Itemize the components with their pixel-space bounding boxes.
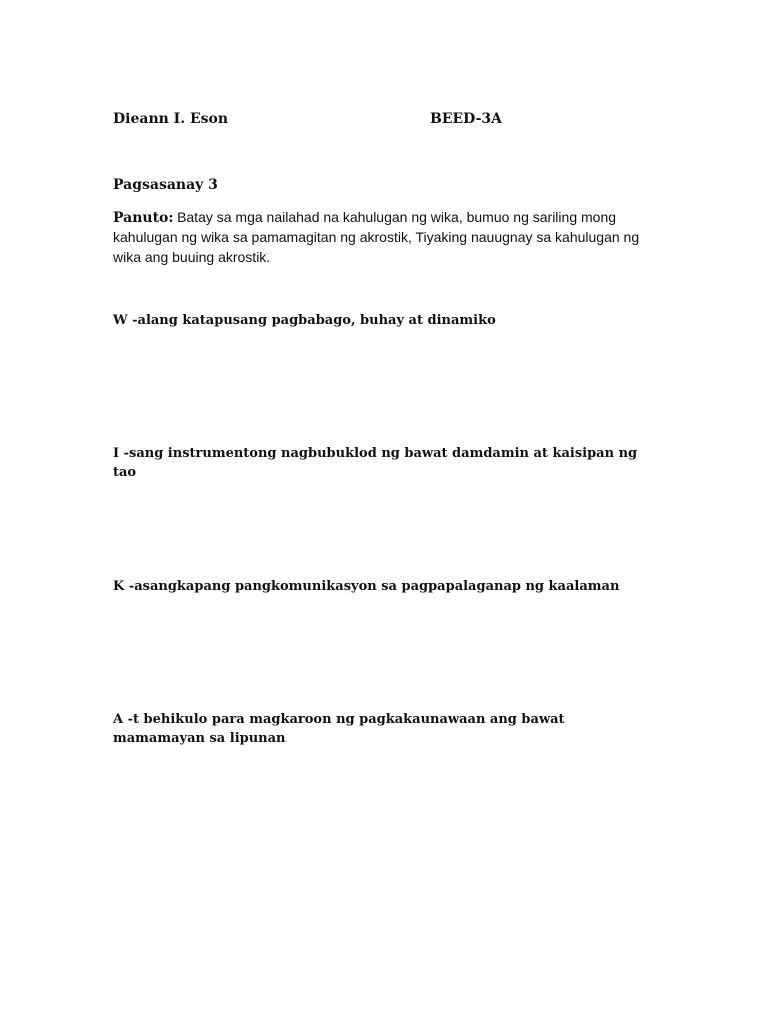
acrostic-line-k: K -asangkapang pangkomunikasyon sa pagpapalaganap ng kaalaman [113, 579, 620, 594]
section-label: BEED-3A [430, 111, 502, 127]
instructions-paragraph [113, 208, 643, 268]
instructions-text: Batay sa mga nailahad na kahulugan ng wika, bumuo ng sariling mong kahulugan ng wika sa pamamagitan ng akrostik, Tiyaking nauugnay sa kahulugan ng wika ang buuing akrostik. [113, 209, 640, 265]
student-name: Dieann I. Eson [113, 111, 229, 127]
acrostic-line-i: I -sang instrumentong nagbubuklod ng bawat damdamin at kaisipan ng tao [113, 446, 638, 480]
acrostic-line-a: A -t behikulo para magkaroon ng pagkakaunawaan ang bawat mamamayan sa lipunan [113, 712, 565, 746]
acrostic-line-w: W -alang katapusang pagbabago, buhay at dinamiko [113, 313, 496, 328]
instructions-label: Panuto: [113, 210, 174, 226]
exercise-title: Pagsasanay 3 [113, 177, 218, 193]
